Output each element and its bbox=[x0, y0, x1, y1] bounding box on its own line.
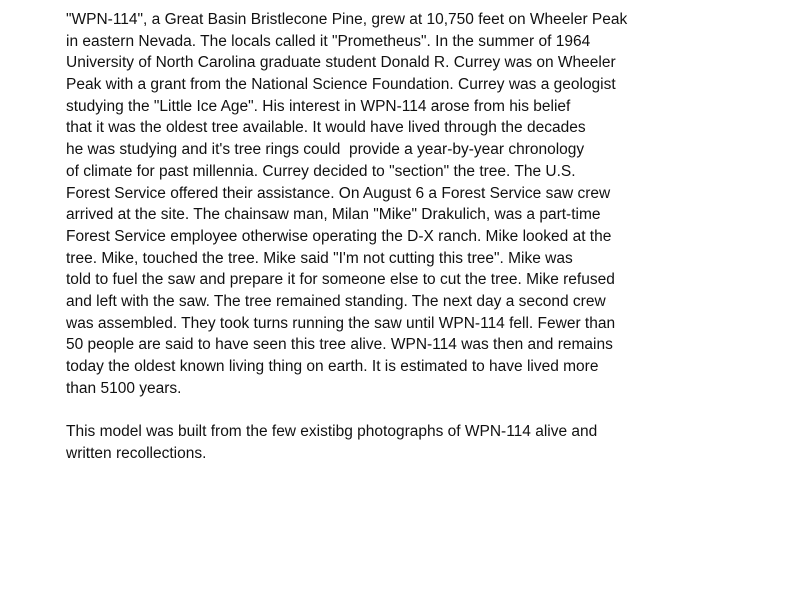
text-line: today the oldest known living thing on earth. It is estimated to have lived more bbox=[66, 358, 599, 375]
text-line: Forest Service employee otherwise operating the D-X ranch. Mike looked at the bbox=[66, 227, 612, 245]
text-line: Peak with a grant from the National Science Foundation. Currey was a geologist bbox=[66, 76, 616, 94]
text-line: of climate for past millennia. Currey decided to "section" the tree. The U.S. bbox=[66, 162, 576, 180]
text-line: was assembled. They took turns running the saw until WPN-114 fell. Fewer than bbox=[66, 314, 616, 332]
text-line: University of North Carolina graduate student Donald R. Currey was on Wheeler bbox=[66, 54, 616, 72]
text-line: written recollections. bbox=[66, 444, 207, 462]
paragraph-spacer bbox=[66, 399, 800, 421]
model-note-paragraph bbox=[66, 421, 800, 464]
text-line: "WPN-114", a Great Basin Bristlecone Pine, grew at 10,750 feet on Wheeler Peak bbox=[66, 11, 628, 28]
text-line: Forest Service offered their assistance. On August 6 a Forest Service saw crew bbox=[66, 184, 611, 202]
text-line: told to fuel the saw and prepare it for someone else to cut the tree. Mike refused bbox=[66, 271, 615, 289]
text-line: he was studying and it's tree rings could provide a year-by-year chronology bbox=[66, 141, 585, 159]
text-line: This model was built from the few existibg photographs of WPN-114 alive and bbox=[66, 423, 598, 441]
text-line: and left with the saw. The tree remained standing. The next day a second crew bbox=[66, 292, 606, 310]
text-line: arrived at the site. The chainsaw man, Milan "Mike" Drakulich, was a part-time bbox=[66, 206, 601, 224]
text-line: than 5100 years. bbox=[66, 379, 182, 397]
text-line: in eastern Nevada. The locals called it "Prometheus". In the summer of 1964 bbox=[66, 32, 591, 50]
text-line: that it was the oldest tree available. It would have lived through the decades bbox=[66, 119, 586, 137]
story-paragraph bbox=[66, 9, 800, 399]
text-line: studying the "Little Ice Age". His interest in WPN-114 arose from his belief bbox=[66, 97, 571, 115]
text-line: 50 people are said to have seen this tree alive. WPN-114 was then and remains bbox=[66, 336, 613, 354]
text-line: tree. Mike, touched the tree. Mike said "I'm not cutting this tree". Mike was bbox=[66, 249, 573, 267]
